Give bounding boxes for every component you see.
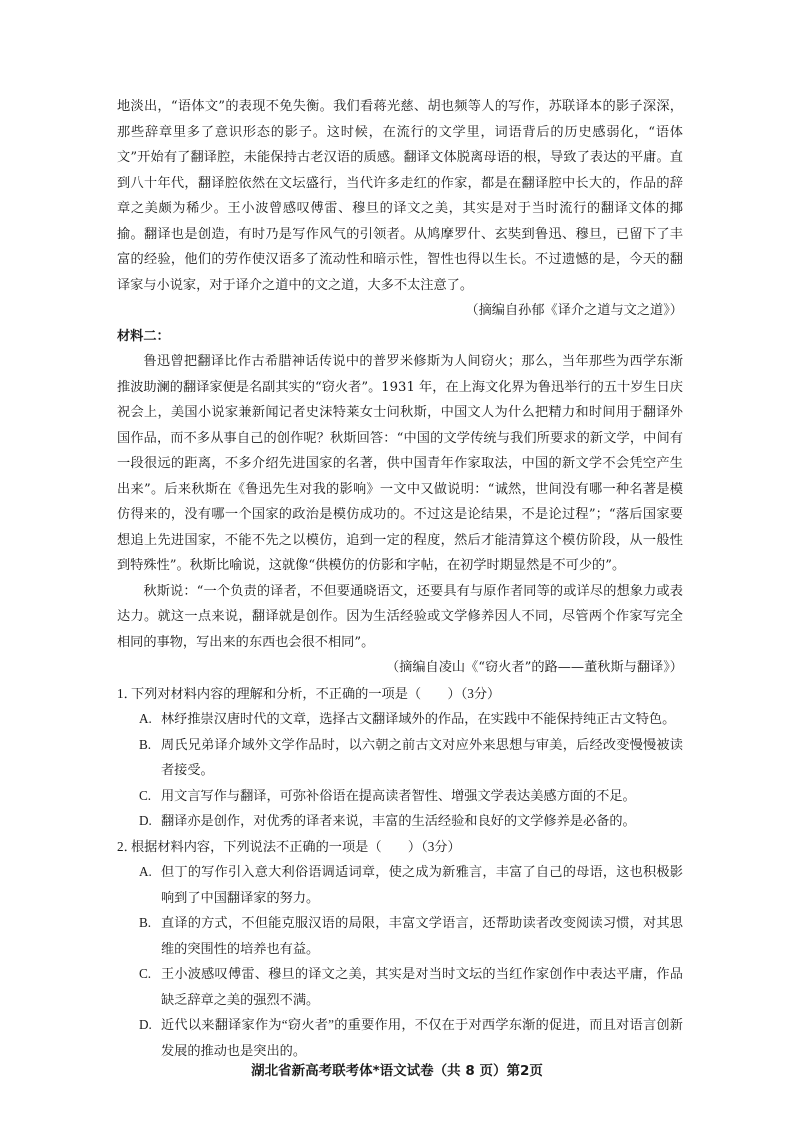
option-text: 王小波感叹傅雷、穆旦的译文之美，其实是对当时文坛的当红作家创作中表达平庸，作品缺乏辞章之美的强烈不满。 [161,966,683,1007]
option-text: 近代以来翻译家作为“窃火者”的重要作用，不仅在于对西学东渐的促进，而且对语言创新发展的推动也是突出的。 [161,1017,683,1058]
question-text: 下列对材料内容的理解和分析，不正确的一项是（ ）（3分） [131,685,501,701]
option-letter: A. [139,864,152,879]
option-letter: D. [139,1017,152,1032]
option-c[interactable] [117,783,683,809]
option-d[interactable] [117,1012,683,1063]
page-footer: 湖北省新高考联考体*语文试卷（共 8 页）第2页 [251,1063,543,1079]
option-text: 但丁的写作引入意大利俗语调适词章，使之成为新雅言，丰富了自己的母语，这也积极影响到了中国翻译家的努力。 [161,864,683,905]
option-c[interactable] [117,961,683,1012]
option-text: 林纾推崇汉唐时代的文章，选择古文翻译域外的作品，在实践中不能保持纯正古文特色。 [161,711,676,726]
option-b[interactable] [117,732,683,783]
question-number: 1． [117,685,137,701]
material2-source: （摘编自凌山《“窃火者”的路——董秋斯与翻译》） [385,660,683,675]
option-letter: D. [139,813,152,828]
option-a[interactable] [117,706,683,732]
option-text: 周氏兄弟译介域外文学作品时，以六朝之前古文对应外来思想与审美，后经改变慢慢被读者接受。 [161,736,683,777]
material2-label: 材料二： [117,328,170,344]
material2-paragraph-1: 鲁迅曾把翻译比作古希腊神话传说中的普罗米修斯为人间窃火；那么，当年那些为西学东渐推波助澜的翻译家便是名副其实的“窃火者”。1931 年，在上海文化界为鲁迅举行的五十岁生日庆祝会上，美国小说家兼新闻记者史沫特莱女士问秋斯，中国文人为什么把精力和时间用于翻译外国作品，而不多从事自己的创作呢？秋斯回答：“中国的文学传统与我们所要求的新文学，中间有一段很远的距离，不多介绍先进国家的名著，供中国青年作家取法，中国的新文学不会凭空产生出来”。后来秋斯在《鲁迅先生对我的影响》一文中又做说明：“诚然，世间没有哪一种名著是模仿得来的，没有哪一个国家的政治是模仿成功的。不过这是论结果，不是论过程”；“落后国家要想追上先进国家，不能不先之以模仿，追到一定的程度，然后才能清算这个模仿阶段，从一般性到特殊性”。秋斯比喻说，这就像“供模仿的仿影和字帖，在初学时期显然是不可少的”。 [117,354,683,573]
option-d[interactable] [117,808,683,834]
exam-page [117,94,683,1063]
question-text: 根据材料内容，下列说法不正确的一项是（ ）（3分） [131,838,461,854]
material2-paragraph-2: 秋斯说：“一个负责的译者，不但要通晓语文，还要具有与原作者同等的或详尽的想象力或表达力。就这一点来说，翻译就是创作。因为生活经验或文学修养因人不同，尽管两个作家写完全相同的事物，写出来的东西也会很不相同”。 [117,583,683,650]
passage1-text: 地淡出，“语体文”的表现不免失衡。我们看蒋光慈、胡也频等人的写作，苏联译本的影子深深，那些辞章里多了意识形态的影子。这时候，在流行的文学里，词语背后的历史感弱化，“语体文”开始有了翻译腔，未能保持古老汉语的质感。翻译文体脱离母语的根，导致了表达的平庸。直到八十年代，翻译腔依然在文坛盛行，当代许多走红的作家，都是在翻译腔中长大的，作品的辞章之美颇为稀少。王小波曾感叹傅雷、穆旦的译文之美，其实是对于当时流行的翻译文体的揶揄。翻译也是创造，有时乃是写作风气的引领者。从鸠摩罗什、玄奘到鲁迅、穆旦，已留下了丰富的经验，他们的劳作使汉语多了流动性和暗示性，智性也得以生长。不过遗憾的是，今天的翻译家与小说家，对于译介之道中的文之道，大多不太注意了。 [117,99,683,293]
option-letter: B. [139,736,152,752]
question-1 [117,681,683,834]
question-2 [117,834,683,1064]
question-stem [117,681,683,707]
option-letter: A. [139,711,152,726]
passage1-source: （摘编自孙郁《译介之道与文之道》） [465,303,683,318]
question-number: 2． [117,838,137,854]
option-letter: C. [139,787,152,803]
option-text: 翻译亦是创作，对优秀的译者来说，丰富的生活经验和良好的文学修养是必备的。 [161,813,636,828]
question-stem [117,834,683,860]
option-letter: C. [139,966,152,981]
option-text: 直译的方式，不但能克服汉语的局限，丰富文学语言，还帮助读者改变阅读习惯，对其思维的突围性的培养也有益。 [161,915,683,956]
option-a[interactable] [117,859,683,910]
option-text: 用文言写作与翻译，可弥补俗语在提高读者智性、增强文学表达美感方面的不足。 [161,787,636,803]
option-b[interactable] [117,910,683,961]
option-letter: B. [139,915,152,930]
